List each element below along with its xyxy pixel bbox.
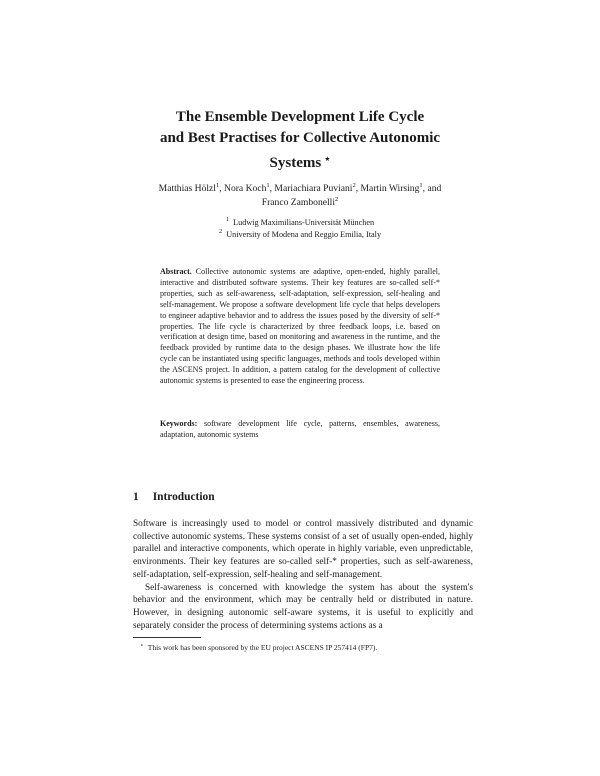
title-line-3-text: Systems: [269, 155, 322, 171]
title-line-2: and Best Practises for Collective Autonomic: [159, 130, 441, 146]
keywords-text: software development life cycle, patterns, ensembles, awareness, adaptation, autonomic systems: [160, 419, 441, 439]
author-separator: ,: [219, 183, 225, 194]
footnote-text: This work has been sponsored by the EU project ASCENS IP 257414 (FP7).: [147, 643, 378, 652]
author-name: Martin Wirsing: [360, 183, 420, 194]
title-line-3: [100, 149, 500, 174]
section-title: Introduction: [152, 491, 215, 503]
abstract-text: Collective autonomic systems are adaptive, open-ended, highly parallel, interactive and distributed software systems. Their key features are so-called self-* properties, such as self-awareness, self-adaptation, self-expression, self-healing and self-management. We propose a software development life cycle that helps developers to engineer adaptive behavior and to address the issues posed by the diversity of self-* properties. The life cycle is characterized by three feedback loops, i.e. based on verification at design time, based on monitoring and awareness in the runtime, and the feedback provided by runtime data to the design phases. We illustrate how the life cycle can be instantiated using specific languages, methods and tools developed within the ASCENS project. In addition, a pattern catalog for the development of collective autonomic systems is presented to ease the engineering process.: [160, 267, 440, 386]
author: [262, 197, 339, 208]
body-paragraph: Self-awareness is concerned with knowledge the system has about the system's behavior and the environment, which may be centrally held or distributed in nature. However, in designing autonomic self-aware systems, it is useful to explicitly and separately consider the process of determining systems actions as a: [133, 582, 473, 631]
abstract: [160, 267, 440, 387]
body-paragraph: Software is increasingly used to model or control massively distributed and dynamic collective autonomic systems. These systems consist of a set of usually open-ended, highly parallel and interactive components, which operate in highly variable, even unpredictable, environments. Their key features are so-called self-* properties, such as self-awareness, self-adaptation, self-expression, self-healing and self-management.: [133, 519, 473, 580]
title-footnote-mark: ⋆: [324, 154, 331, 165]
affiliation-text: University of Modena and Reggio Emilia, Italy: [226, 229, 382, 239]
keywords-label: Keywords:: [160, 419, 198, 428]
author: [274, 183, 360, 194]
author-affiliation-mark: 1: [215, 182, 220, 189]
footnote-rule: [133, 637, 201, 638]
author-name: Mariachiara Puviani: [274, 183, 353, 194]
author: [361, 183, 442, 194]
affiliation: [150, 229, 450, 241]
affiliation-text: Ludwig Maximilians-Universität München: [233, 218, 375, 227]
footnote: [140, 641, 470, 653]
section-number: 1: [133, 491, 139, 503]
author-list: [120, 182, 480, 209]
author: [224, 183, 274, 194]
author-affiliation-mark: 1: [419, 182, 423, 189]
keywords: [160, 419, 440, 441]
abstract-label: Abstract.: [160, 267, 192, 276]
affiliation-number: 1: [225, 216, 230, 223]
footnote-mark: ⋆: [140, 643, 144, 649]
author-separator: , and: [422, 183, 442, 194]
author-name: Franco Zambonelli: [261, 196, 335, 208]
author-name: Matthias Hölzl: [158, 183, 216, 194]
author: [159, 183, 224, 194]
title-line-1: The Ensemble Development Life Cycle: [175, 109, 425, 125]
paper-title: [100, 107, 500, 174]
affiliation: [150, 217, 450, 229]
author-separator: ,: [269, 183, 275, 194]
affiliation-number: 2: [218, 227, 223, 235]
author-affiliation-mark: 2: [335, 195, 339, 203]
author-affiliation-mark: 2: [352, 182, 356, 189]
author-affiliation-mark: 1: [266, 182, 270, 189]
author-separator: ,: [355, 183, 361, 194]
author-name: Nora Koch: [224, 183, 267, 194]
section-body: [133, 518, 473, 632]
affiliation-list: [150, 217, 450, 240]
section-heading: [133, 491, 215, 503]
